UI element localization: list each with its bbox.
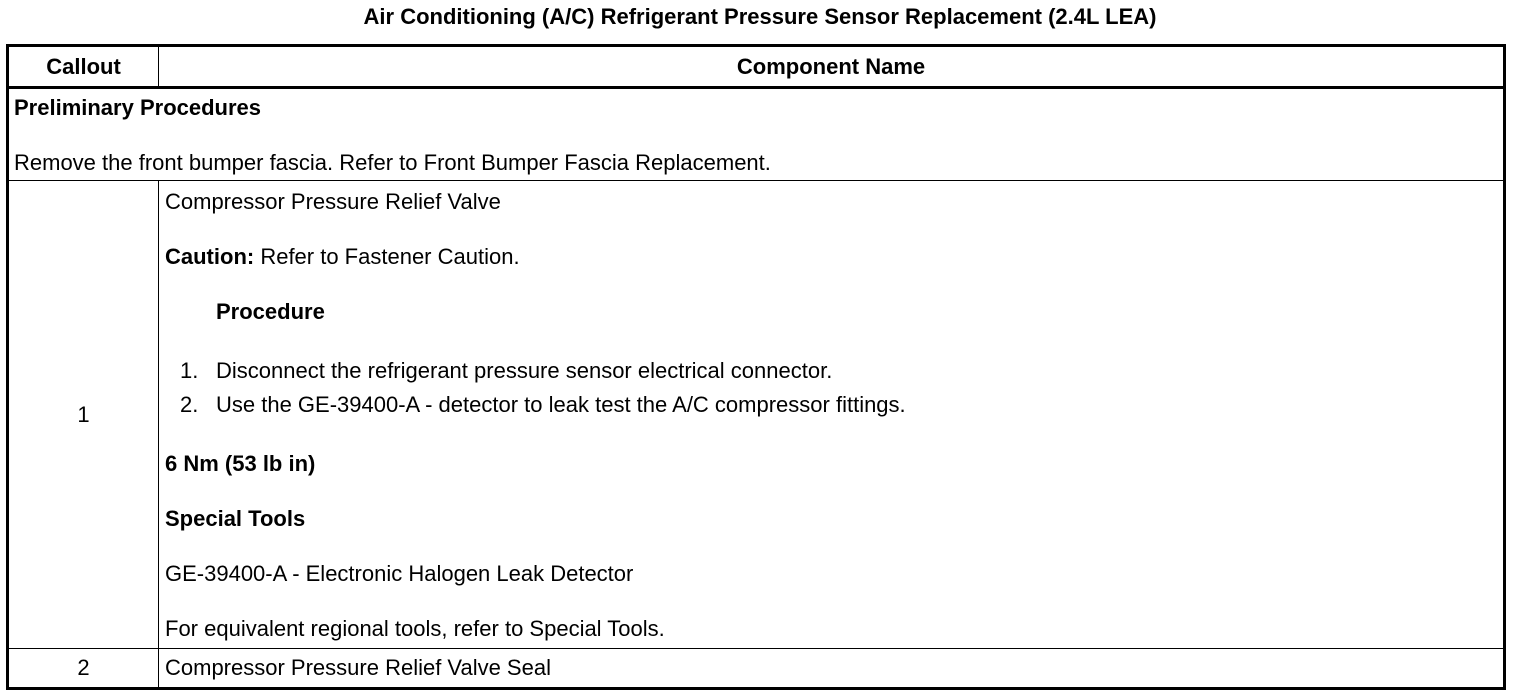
procedure-step bbox=[180, 388, 1503, 422]
component-name: Compressor Pressure Relief Valve Seal bbox=[165, 655, 551, 680]
header-component-name: Component Name bbox=[159, 46, 1505, 88]
special-tool-item: GE-39400-A - Electronic Halogen Leak Detector bbox=[165, 561, 634, 586]
preliminary-cell bbox=[8, 88, 1505, 181]
caution-label: Caution: bbox=[165, 244, 255, 269]
procedure-steps bbox=[165, 354, 1503, 422]
component-cell bbox=[159, 181, 1505, 649]
preliminary-heading: Preliminary Procedures bbox=[14, 95, 262, 120]
header-callout: Callout bbox=[8, 46, 159, 88]
component-name: Compressor Pressure Relief Valve bbox=[165, 189, 501, 214]
step-number: 2. bbox=[180, 392, 199, 417]
torque-spec: 6 Nm (53 lb in) bbox=[165, 451, 316, 476]
callout-number: 2 bbox=[8, 649, 159, 689]
step-text: Use the GE-39400-A - detector to leak test the A/C compressor fittings. bbox=[216, 392, 906, 417]
table-header-row bbox=[8, 46, 1505, 88]
step-text: Disconnect the refrigerant pressure sensor electrical connector. bbox=[216, 358, 833, 383]
special-tools-heading: Special Tools bbox=[165, 506, 306, 531]
component-cell bbox=[159, 649, 1505, 689]
procedure-step bbox=[180, 354, 1503, 388]
procedure-heading: Procedure bbox=[216, 299, 325, 324]
table-row bbox=[8, 181, 1505, 649]
step-number: 1. bbox=[180, 358, 199, 383]
caution-note bbox=[165, 244, 1503, 270]
regional-tools-note: For equivalent regional tools, refer to Special Tools. bbox=[165, 616, 665, 641]
procedure-table bbox=[6, 44, 1506, 690]
caution-text: Refer to Fastener Caution. bbox=[254, 244, 520, 269]
preliminary-row bbox=[8, 88, 1505, 181]
table-row bbox=[8, 649, 1505, 689]
callout-number: 1 bbox=[8, 181, 159, 649]
preliminary-text: Remove the front bumper fascia. Refer to Front Bumper Fascia Replacement. bbox=[14, 150, 771, 175]
document-title: Air Conditioning (A/C) Refrigerant Pressure Sensor Replacement (2.4L LEA) bbox=[363, 4, 1157, 29]
